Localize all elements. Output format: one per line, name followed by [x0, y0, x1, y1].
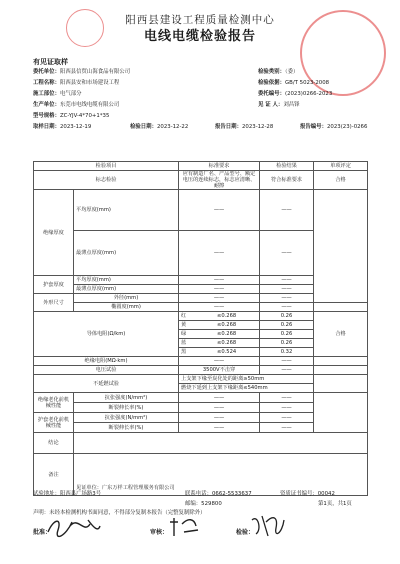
info-maker: 生产单位：东莞市电线电缆有限公司: [33, 102, 120, 108]
col-req: 标准要求: [179, 162, 260, 171]
approve-label: 批准：: [33, 529, 52, 536]
test-table: 检验项目 标准要求 检验结果 单项评定 标志检验 应有制造厂名、产品型号、额定电压的连续标志，标志应清晰、耐擦 符合标准要求 合格 绝缘厚度 平均厚度(mm) —— —— 最薄点厚度(mm) —— —— 护套厚度 平均厚度(mm) —— —— 最薄点厚度(mm) —— —— 外形尺寸 外径(mm) —— —— 椭圆度(mm) —— —— 导体电阻(Ω/km) 红 ≤0.268 0.26 合格 黄 ≤0.268 0.26 绿 ≤0.268 0.26 蓝 ≤0.268 0.26 黑 ≤0.524 0.32 绝缘电阻(MΩ·km) —— —— 电压试验 3500V不击穿 —— 不延燃试验 上支架下缘至炭化处的距离≥50mm 燃烧下延到上支架下缘距离≤540mm 绝缘老化前机械性能 抗张强度(N/mm²) —— —— 断裂伸长率(%) —— —— 护套老化前机械性能 抗张强度(N/mm²) —— —— 断裂伸长率(%) —— —— 结论 备注 见证单位：广东万样工程管理服务有限公司: [33, 161, 368, 496]
witness-tag: 有见证取样: [33, 58, 68, 66]
signature-test: [248, 510, 288, 542]
footer-phone: 联系电话：0662-5533637: [185, 491, 252, 497]
footer-page: 第1页，共1页: [318, 501, 352, 507]
info-basis: 检验依据：GB/T 5023-2008: [258, 80, 330, 86]
row-voltage: 电压试验: [34, 366, 179, 375]
info-category: 检验类别：（委）: [258, 69, 299, 75]
row-conclusion: 结论: [34, 433, 74, 454]
footer-note: 声明：未经本检测机构书面同意，不得部分复制本报告（完整复制除外）: [33, 510, 206, 516]
row-conductor: 导体电阻(Ω/km): [34, 312, 179, 357]
signature-approve: [44, 512, 104, 542]
info-report-date: 报告日期：2023-12-28: [215, 124, 274, 130]
footer-post: 邮编：529800: [185, 501, 222, 507]
row-outer: 外形尺寸: [34, 294, 74, 312]
info-part: 施工部位：电气部分: [33, 91, 82, 97]
row-insulation: 绝缘厚度: [34, 190, 74, 276]
info-test-date: 检验日期：2023-12-22: [130, 124, 189, 130]
info-witness: 见 证 人：刘昌锋: [258, 102, 300, 108]
row-flame: 不延燃试验: [34, 375, 179, 393]
row-sheath: 护套厚度: [34, 276, 74, 294]
col-verdict: 单项评定: [314, 162, 368, 171]
row-aging-sheath: 护套老化前机械性能: [34, 413, 74, 433]
row-aging-insul: 绝缘老化前机械性能: [34, 393, 74, 413]
info-report-no: 报告编号：2023(23)-0266: [300, 124, 368, 130]
info-entrust-no: 委托编号：(2023)0266-2023: [258, 91, 333, 97]
footer-cert: 资质证书编号：00042: [280, 491, 335, 497]
row-remark: 备注: [34, 454, 74, 496]
row-insul-resist: 绝缘电阻(MΩ·km): [34, 357, 179, 366]
org-name: 阳西县建设工程质量检测中心: [125, 14, 275, 26]
row-mark: 标志检验: [34, 171, 179, 190]
info-spec: 型号规格：ZC-YJV-4*70+1*35: [33, 113, 110, 119]
report-title: 电线电缆检验报告: [143, 29, 256, 44]
red-stamp-left: [66, 9, 104, 47]
info-project: 工程名称：阳西县安和市场建设工程: [33, 80, 120, 86]
col-item: 检验项目: [34, 162, 179, 171]
col-result: 检验结果: [260, 162, 314, 171]
signature-review: [164, 514, 204, 542]
test-label: 检验：: [236, 529, 255, 536]
info-sample-date: 取样日期：2023-12-19: [33, 124, 92, 130]
info-client: 委托单位：阳西县信贸山海食品有限公司: [33, 69, 131, 75]
review-label: 审核：: [150, 529, 169, 536]
footer-address: 试验地址：阳西县广场路3号: [33, 491, 102, 497]
